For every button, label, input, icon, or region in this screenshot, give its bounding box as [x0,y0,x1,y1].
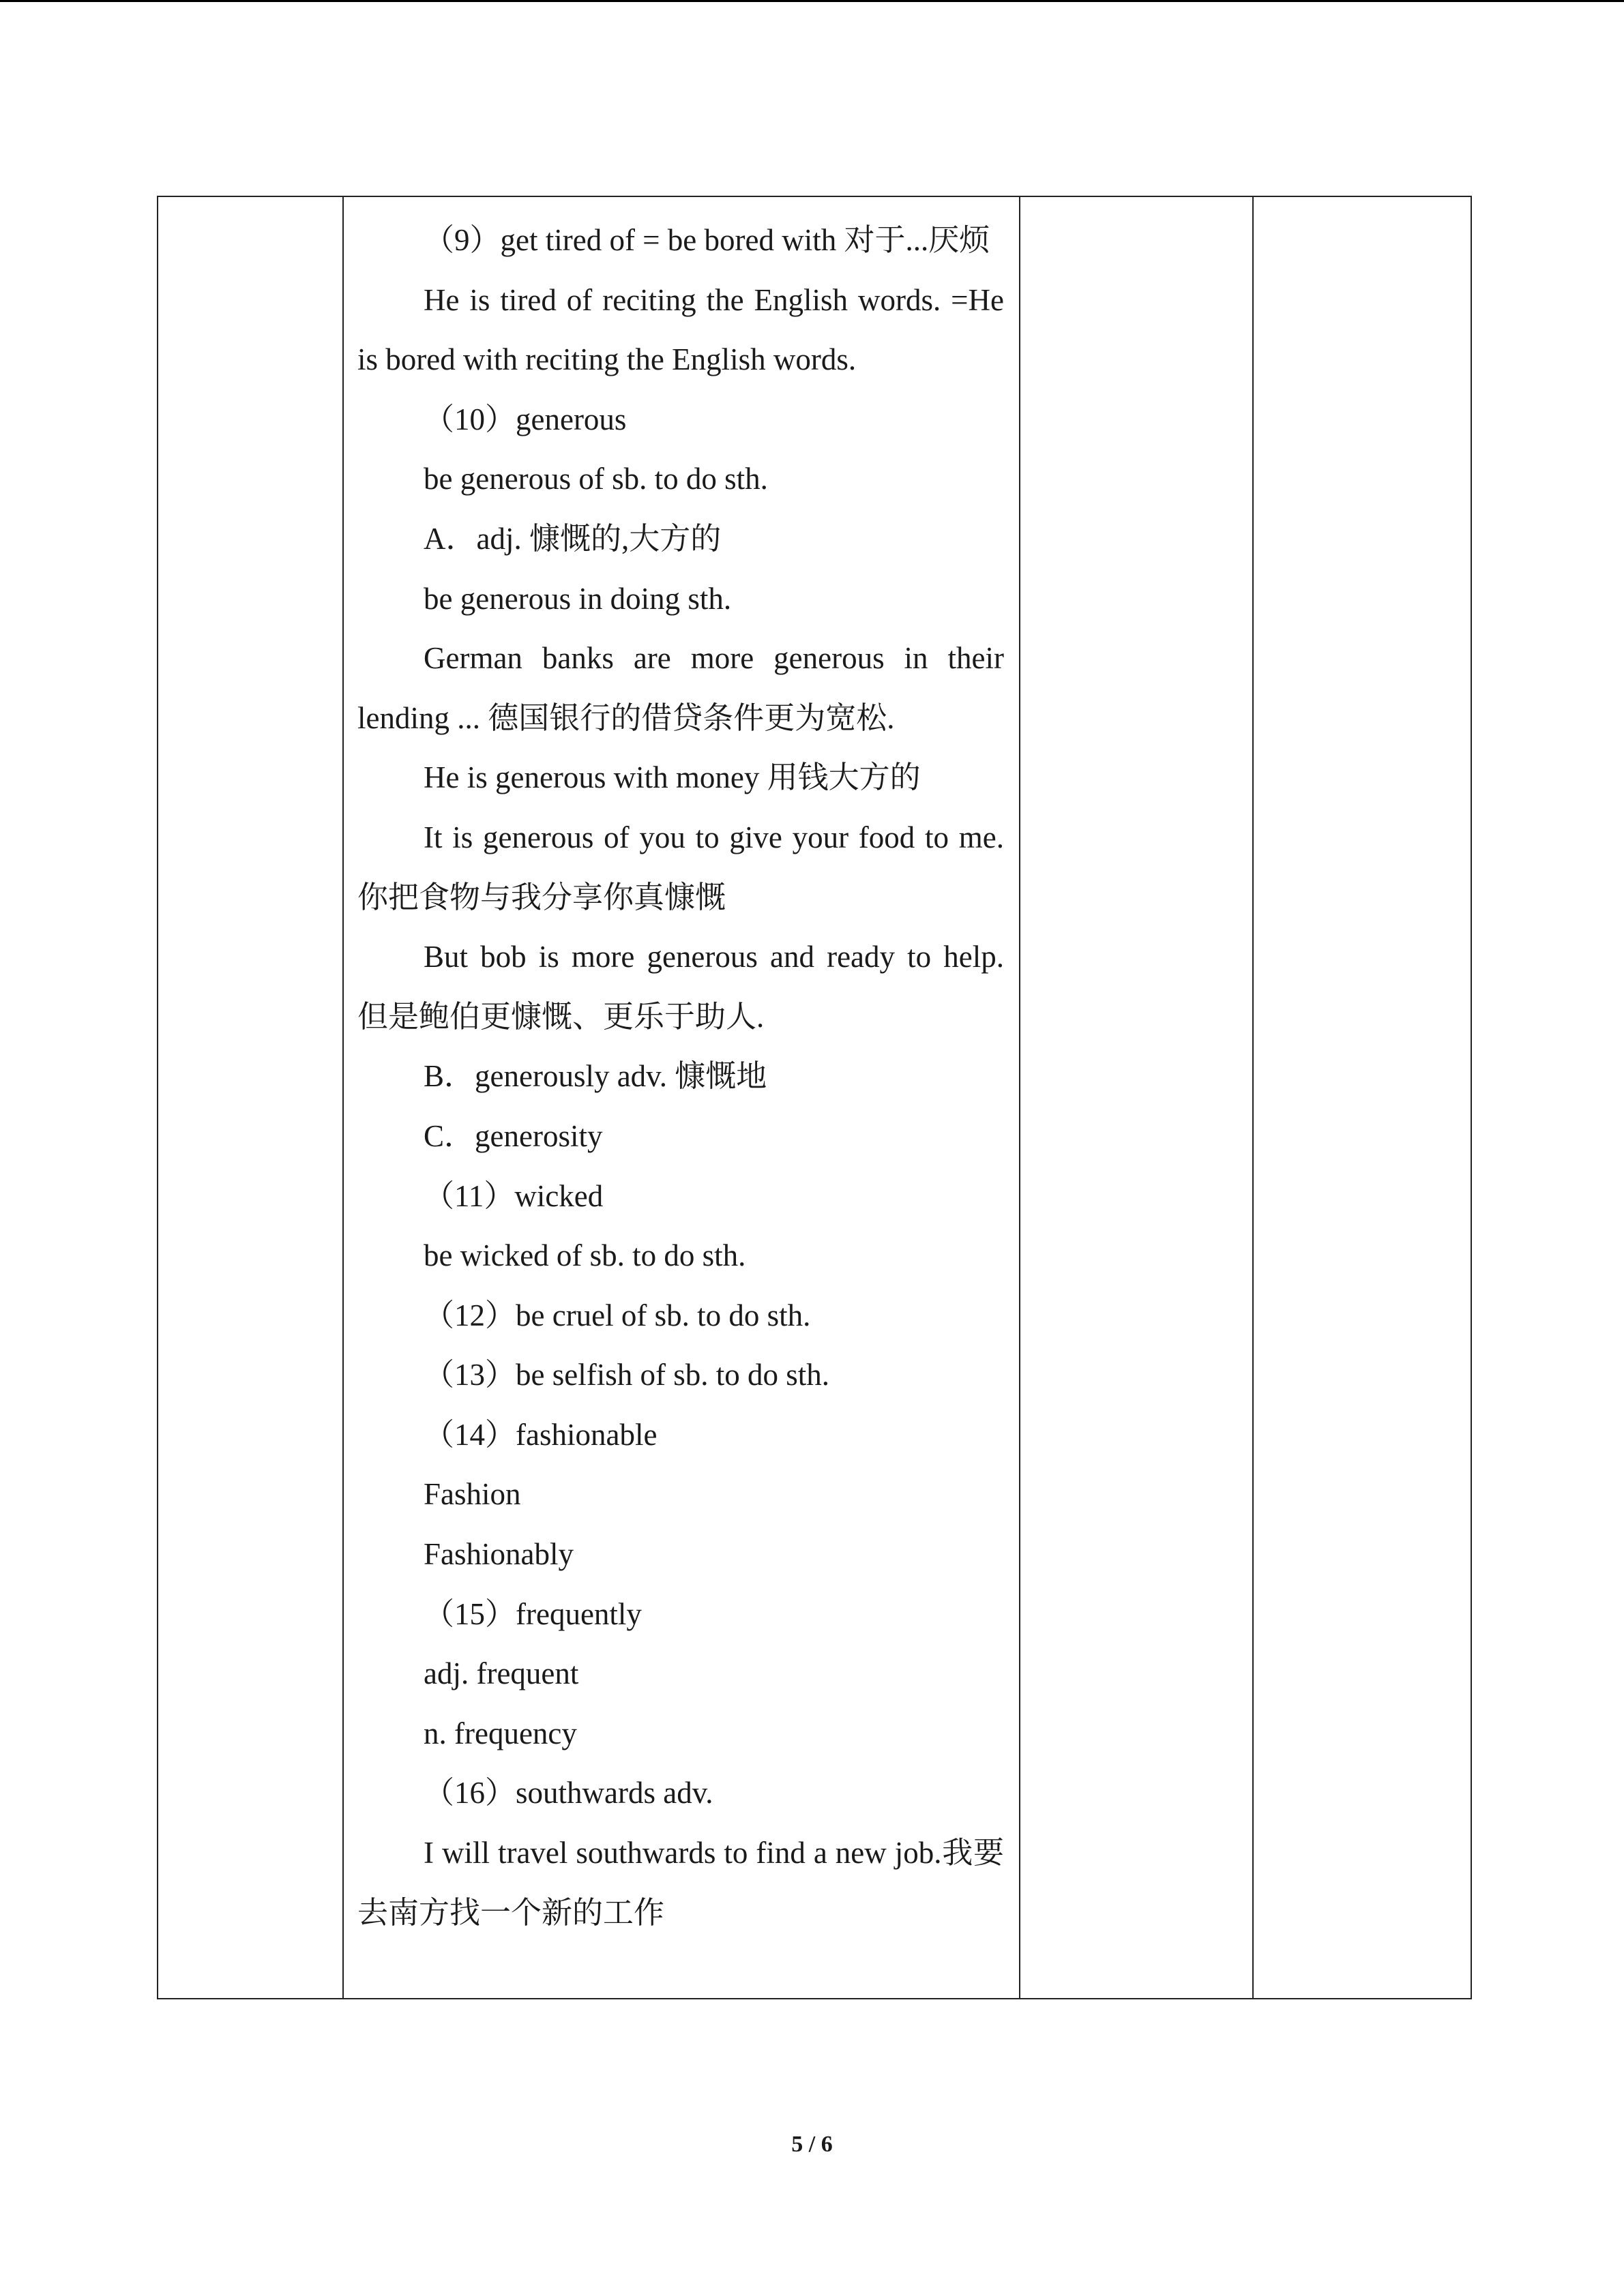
table-cell-empty-middle [1020,196,1253,1999]
note-paragraph: Fashion [424,1477,521,1512]
note-paragraph: （15）frequently [424,1596,642,1631]
note-paragraph: （11）wicked [424,1178,604,1213]
note-paragraph: C．generosity [424,1118,603,1153]
note-paragraph: German banks are more generous in their lending ... 德国银行的借贷条件更为宽松. [357,641,1004,735]
note-paragraph: （10）generous [424,402,627,436]
note-paragraph: be wicked of sb. to do sth. [424,1238,746,1273]
lesson-table [157,196,1472,1999]
note-paragraph: （14）fashionable [424,1417,658,1452]
note-paragraph: （12）be cruel of sb. to do sth. [424,1298,811,1332]
notes-content [344,197,1019,1943]
note-paragraph: He is tired of reciting the English words. =He is bored with reciting the English words. [357,282,1004,377]
note-paragraph: （9）get tired of = be bored with 对于...厌烦 [424,223,990,257]
top-border-line [0,0,1624,2]
note-paragraph: be generous in doing sth. [424,581,732,616]
table-cell-empty-left [158,196,343,1999]
note-paragraph: be generous of sb. to do sth. [424,462,768,496]
note-paragraph: I will travel southwards to find a new job.我要去南方找一个新的工作 [357,1836,1004,1930]
page-number: 5 / 6 [791,2132,833,2157]
note-paragraph: A．adj. 慷慨的,大方的 [424,521,722,556]
note-paragraph: He is generous with money 用钱大方的 [424,760,921,795]
note-paragraph: （13）be selfish of sb. to do sth. [424,1358,829,1392]
note-paragraph: Fashionably [424,1537,574,1572]
table-cell-notes [343,196,1020,1999]
note-paragraph: n. frequency [424,1716,577,1750]
note-paragraph: adj. frequent [424,1656,579,1691]
note-paragraph: （16）southwards adv. [424,1776,713,1810]
note-paragraph: It is generous of you to give your food to me. 你把食物与我分享你真慷慨 [357,820,1004,914]
note-paragraph: But bob is more generous and ready to help. 但是鲍伯更慷慨、更乐于助人. [357,940,1004,1034]
table-cell-empty-right [1253,196,1471,1999]
note-paragraph: B．generously adv. 慷慨地 [424,1059,767,1094]
table-row [158,196,1471,1999]
